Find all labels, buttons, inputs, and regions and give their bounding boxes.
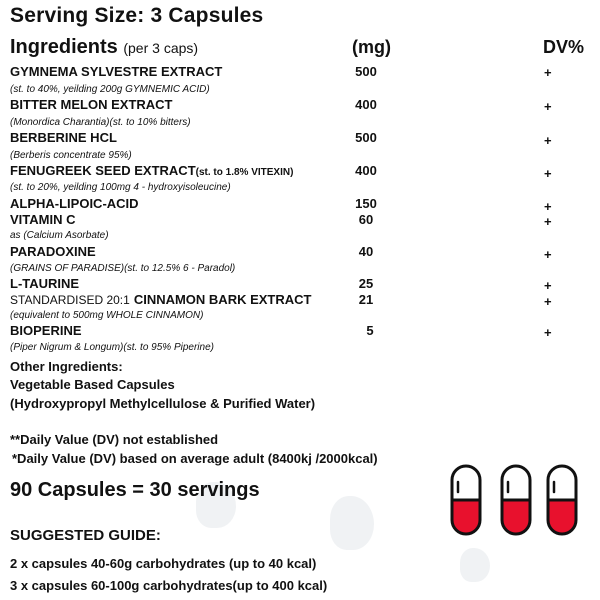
ingredient-dv: + bbox=[544, 278, 552, 293]
ingredient-mg: 500 bbox=[355, 64, 377, 79]
ingredient-name-suffix: (st. to 1.8% VITEXIN) bbox=[195, 167, 294, 178]
background-blob bbox=[330, 496, 374, 550]
ingredients-sub: (per 3 caps) bbox=[123, 40, 199, 56]
ingredient-dv: + bbox=[544, 99, 552, 114]
ingredients-label: Ingredients bbox=[10, 36, 118, 58]
ingredient-mg: 25 bbox=[358, 276, 374, 291]
ingredient-dv: + bbox=[544, 199, 552, 214]
ingredient-name bbox=[10, 292, 311, 307]
ingredients-heading bbox=[10, 36, 198, 59]
other-ingredients-line: Vegetable Based Capsules bbox=[10, 377, 175, 392]
ingredient-name: BERBERINE HCL bbox=[10, 130, 117, 145]
ingredient-name: BIOPERINE bbox=[10, 323, 82, 338]
suggested-guide-line: 3 x capsules 60-100g carbohydrates(up to 400 kcal) bbox=[10, 578, 328, 593]
ingredient-dv: + bbox=[544, 325, 552, 340]
ingredient-name: VITAMIN C bbox=[10, 212, 76, 227]
serving-size: Serving Size: 3 Capsules bbox=[10, 4, 264, 27]
ingredient-note: (Monordica Charantia)(st. to 10% bitters) bbox=[10, 117, 191, 128]
ingredient-mg: 500 bbox=[355, 130, 377, 145]
capsule-icon bbox=[502, 466, 530, 534]
ingredient-note: (equivalent to 500mg WHOLE CINNAMON) bbox=[10, 310, 204, 321]
ingredient-dv: + bbox=[544, 247, 552, 262]
ingredient-note: as (Calcium Asorbate) bbox=[10, 230, 109, 241]
mg-column-header: (mg) bbox=[352, 37, 391, 57]
background-blob bbox=[460, 548, 490, 582]
other-ingredients-heading: Other Ingredients: bbox=[10, 359, 123, 374]
suggested-guide-heading: SUGGESTED GUIDE: bbox=[10, 527, 161, 544]
ingredient-note: (GRAINS OF PARADISE)(st. to 12.5% 6 - Paradol) bbox=[10, 263, 236, 274]
ingredient-name: BITTER MELON EXTRACT bbox=[10, 97, 173, 112]
ingredient-mg: 400 bbox=[355, 97, 377, 112]
ingredient-mg: 150 bbox=[355, 196, 377, 211]
ingredient-name-prefix: STANDARDISED 20:1 bbox=[10, 293, 130, 307]
ingredient-dv: + bbox=[544, 65, 552, 80]
capsule-icon-group bbox=[448, 462, 588, 538]
ingredient-mg: 21 bbox=[358, 292, 374, 307]
ingredient-dv: + bbox=[544, 214, 552, 229]
ingredient-name: ALPHA-LIPOIC-ACID bbox=[10, 196, 139, 211]
ingredient-mg: 60 bbox=[358, 212, 374, 227]
ingredient-mg: 40 bbox=[358, 244, 374, 259]
ingredient-name-main: CINNAMON BARK EXTRACT bbox=[133, 292, 312, 307]
ingredient-note: (st. to 40%, yeilding 200g GYMNEMIC ACID) bbox=[10, 84, 210, 95]
capsule-icon bbox=[452, 466, 480, 534]
ingredient-note: (Berberis concentrate 95%) bbox=[10, 150, 132, 161]
ingredient-mg: 400 bbox=[355, 163, 377, 178]
dv-not-established-note: **Daily Value (DV) not established bbox=[10, 432, 219, 447]
ingredient-note: (st. to 20%, yeilding 100mg 4 - hydroxyisoleucine) bbox=[10, 182, 231, 193]
dv-based-on-note: *Daily Value (DV) based on average adult (8400kj /2000kcal) bbox=[12, 451, 378, 466]
ingredient-name: L-TAURINE bbox=[10, 276, 80, 291]
capsule-icons bbox=[448, 462, 588, 538]
other-ingredients-line: (Hydroxypropyl Methylcellulose & Purified Water) bbox=[10, 396, 316, 411]
dv-column-header: DV% bbox=[543, 37, 585, 57]
ingredient-note: (Piper Nigrum & Longum)(st. to 95% Piperine) bbox=[10, 342, 214, 353]
ingredient-name: GYMNEMA SYLVESTRE EXTRACT bbox=[10, 64, 223, 79]
ingredient-name: PARADOXINE bbox=[10, 244, 96, 259]
ingredient-dv: + bbox=[544, 133, 552, 148]
capsule-icon bbox=[548, 466, 576, 534]
ingredient-dv: + bbox=[544, 166, 552, 181]
ingredient-dv: + bbox=[544, 294, 552, 309]
servings-total: 90 Capsules = 30 servings bbox=[10, 479, 260, 501]
suggested-guide-line: 2 x capsules 40-60g carbohydrates (up to 40 kcal) bbox=[10, 556, 317, 571]
ingredient-name-main: FENUGREEK SEED EXTRACT bbox=[10, 163, 196, 178]
ingredient-mg: 5 bbox=[366, 323, 374, 338]
ingredient-name bbox=[10, 163, 293, 178]
